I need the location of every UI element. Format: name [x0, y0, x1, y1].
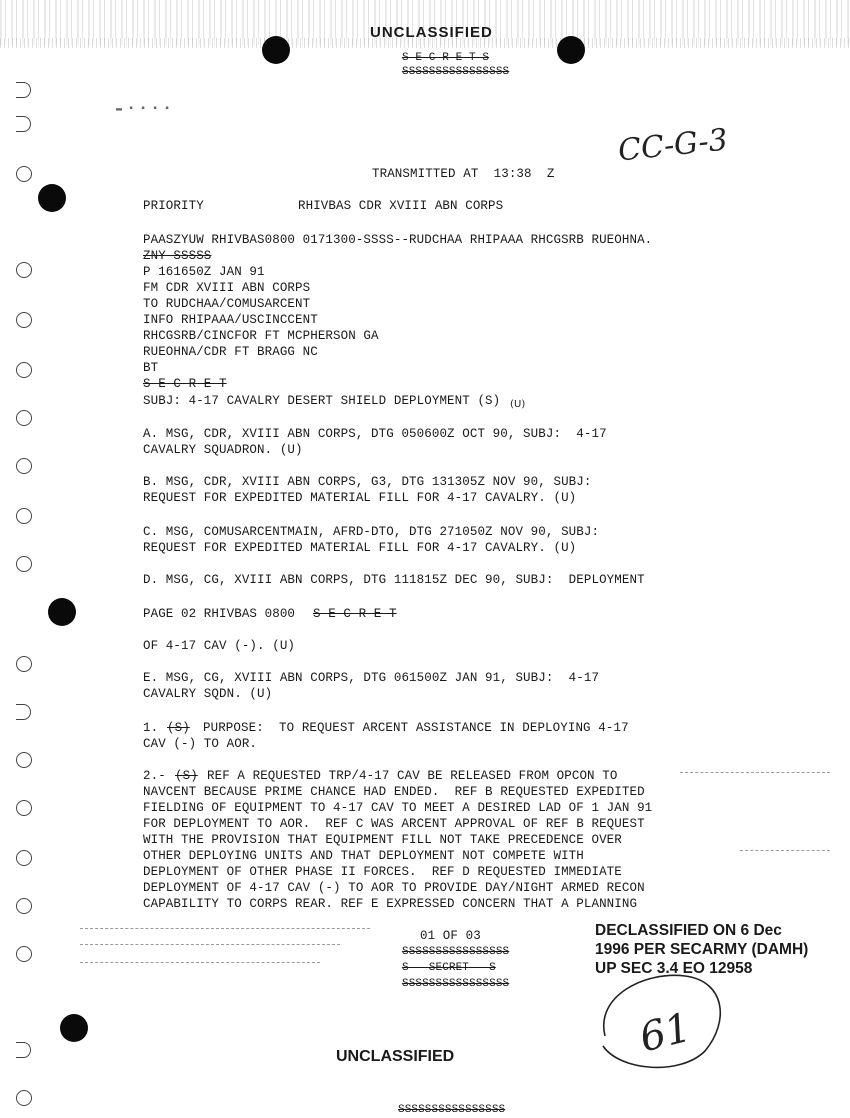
para1-line-2: CAV (-) TO AOR.	[143, 737, 258, 751]
page-line: PAGE 02 RHIVBAS 0800	[143, 607, 296, 621]
ref-b-line-1: B. MSG, CDR, XVIII ABN CORPS, G3, DTG 131305Z NOV 90, SUBJ:	[143, 475, 592, 489]
routing-line: ZNY SSSSS	[143, 249, 212, 263]
subject-line: SUBJ: 4-17 CAVALRY DESERT SHIELD DEPLOYMENT (S)	[143, 394, 501, 408]
page-line-marking: S E C R E T	[313, 607, 397, 621]
routing-line: TO RUDCHAA/COMUSARCENT	[143, 297, 311, 311]
ring-mark	[16, 82, 31, 98]
para2-marking: (S)	[175, 769, 198, 783]
routing-indicator: RHIVBAS CDR XVIII ABN CORPS	[298, 199, 504, 213]
ring-mark	[16, 704, 31, 720]
para2-line: CAPABILITY TO CORPS REAR. REF E EXPRESSED CONCERN THAT A PLANNING	[143, 897, 638, 911]
ring-mark	[16, 508, 32, 524]
declassification-stamp-line-1: DECLASSIFIED ON 6 Dec	[595, 922, 782, 939]
routing-line: FM CDR XVIII ABN CORPS	[143, 281, 311, 295]
punch-hole-left-1	[38, 184, 66, 212]
ring-mark	[16, 946, 32, 962]
secret-line-top: S E C R E T S	[402, 52, 490, 64]
punch-hole-left-2	[48, 598, 76, 626]
secret-line-footer: S SECRET S	[402, 962, 496, 974]
scan-streak	[740, 850, 830, 851]
ring-mark	[16, 898, 32, 914]
ss-line-bottom: SSSSSSSSSSSSSSSS	[398, 1104, 506, 1116]
stray-mark: ▬ ▪ ▪ ▪ ▪	[116, 104, 171, 115]
para2-line: DEPLOYMENT OF OTHER PHASE II FORCES. REF D REQUESTED IMMEDIATE	[143, 865, 622, 879]
para2-number: 2.-	[143, 769, 166, 783]
ref-c-line-1: C. MSG, COMUSARCENTMAIN, AFRD-DTO, DTG 271050Z NOV 90, SUBJ:	[143, 525, 600, 539]
scan-streak	[80, 944, 340, 945]
ring-mark	[16, 410, 32, 426]
priority-label: PRIORITY	[143, 199, 204, 213]
ref-d-continuation: OF 4-17 CAV (-). (U)	[143, 639, 296, 653]
routing-line: RUEOHNA/CDR FT BRAGG NC	[143, 345, 318, 359]
scan-streak	[80, 928, 370, 929]
ring-mark	[16, 458, 32, 474]
ring-mark	[16, 556, 32, 572]
ref-e-line-1: E. MSG, CG, XVIII ABN CORPS, DTG 061500Z JAN 91, SUBJ: 4-17	[143, 671, 600, 685]
para2-line: REF A REQUESTED TRP/4-17 CAV BE RELEASED FROM OPCON TO	[207, 769, 618, 783]
handwritten-number: 61	[635, 1004, 696, 1062]
classification-bottom: UNCLASSIFIED	[336, 1048, 455, 1065]
ring-mark	[16, 1042, 31, 1058]
ring-mark	[16, 262, 32, 278]
routing-line: RHCGSRB/CINCFOR FT MCPHERSON GA	[143, 329, 379, 343]
ref-c-line-2: REQUEST FOR EXPEDITED MATERIAL FILL FOR 4-17 CAVALRY. (U)	[143, 541, 577, 555]
routing-line: S E C R E T	[143, 377, 227, 391]
para2-line: WITH THE PROVISION THAT EQUIPMENT FILL NOT TAKE PRECEDENCE OVER	[143, 833, 622, 847]
ref-a-line-2: CAVALRY SQUADRON. (U)	[143, 443, 303, 457]
ring-mark	[16, 752, 32, 768]
ss-line-footer: SSSSSSSSSSSSSSSS	[402, 946, 510, 958]
routing-line: INFO RHIPAAA/USCINCCENT	[143, 313, 318, 327]
para2-line: NAVCENT BECAUSE PRIME CHANCE HAD ENDED. REF B REQUESTED EXPEDITED	[143, 785, 645, 799]
ring-mark	[16, 116, 31, 132]
classification-top: UNCLASSIFIED	[370, 24, 493, 41]
scan-streak	[680, 772, 830, 773]
para2-line: DEPLOYMENT OF 4-17 CAV (-) TO AOR TO PROVIDE DAY/NIGHT ARMED RECON	[143, 881, 645, 895]
ss-line-footer-2: SSSSSSSSSSSSSSSS	[402, 978, 510, 990]
transmitted-time: TRANSMITTED AT 13:38 Z	[372, 167, 555, 181]
routing-line: BT	[143, 361, 159, 375]
ref-d-line-1: D. MSG, CG, XVIII ABN CORPS, DTG 111815Z DEC 90, SUBJ: DEPLOYMENT	[143, 573, 645, 587]
ref-e-line-2: CAVALRY SQDN. (U)	[143, 687, 273, 701]
subject-marking: (U)	[510, 399, 526, 410]
routing-line: PAASZYUW RHIVBAS0800 0171300-SSSS--RUDCHAA RHIPAAA RHCGSRB RUEOHNA.	[143, 233, 653, 247]
scan-streak	[80, 962, 320, 963]
para2-line: OTHER DEPLOYING UNITS AND THAT DEPLOYMENT NOT COMPETE WITH	[143, 849, 584, 863]
declassification-stamp-line-2: 1996 PER SECARMY (DAMH)	[595, 941, 809, 958]
para2-line: FOR DEPLOYMENT TO AOR. REF C WAS ARCENT APPROVAL OF REF B REQUEST	[143, 817, 645, 831]
punch-hole-left-3	[60, 1014, 88, 1042]
ring-mark	[16, 656, 32, 672]
page-count: 01 OF 03	[420, 929, 481, 943]
routing-line: P 161650Z JAN 91	[143, 265, 265, 279]
punch-hole-top-left	[262, 36, 290, 64]
punch-hole-top-right	[557, 36, 585, 64]
para1-line-1: PURPOSE: TO REQUEST ARCENT ASSISTANCE IN DEPLOYING 4-17	[203, 721, 629, 735]
ss-line-top: SSSSSSSSSSSSSSSS	[402, 66, 510, 78]
ring-mark	[16, 362, 32, 378]
ring-mark	[16, 800, 32, 816]
declassification-stamp-line-3: UP SEC 3.4 EO 12958	[595, 960, 753, 977]
ring-mark	[16, 312, 32, 328]
para1-number: 1.	[143, 721, 159, 735]
ref-a-line-1: A. MSG, CDR, XVIII ABN CORPS, DTG 050600Z OCT 90, SUBJ: 4-17	[143, 427, 607, 441]
ring-mark	[16, 166, 32, 182]
handwritten-ref: CC-G-3	[616, 122, 730, 169]
para1-marking: (S)	[167, 721, 190, 735]
ref-b-line-2: REQUEST FOR EXPEDITED MATERIAL FILL FOR 4-17 CAVALRY. (U)	[143, 491, 577, 505]
ring-mark	[16, 850, 32, 866]
para2-line: FIELDING OF EQUIPMENT TO 4-17 CAV TO MEET A DESIRED LAD OF 1 JAN 91	[143, 801, 653, 815]
ring-mark	[16, 1090, 32, 1106]
